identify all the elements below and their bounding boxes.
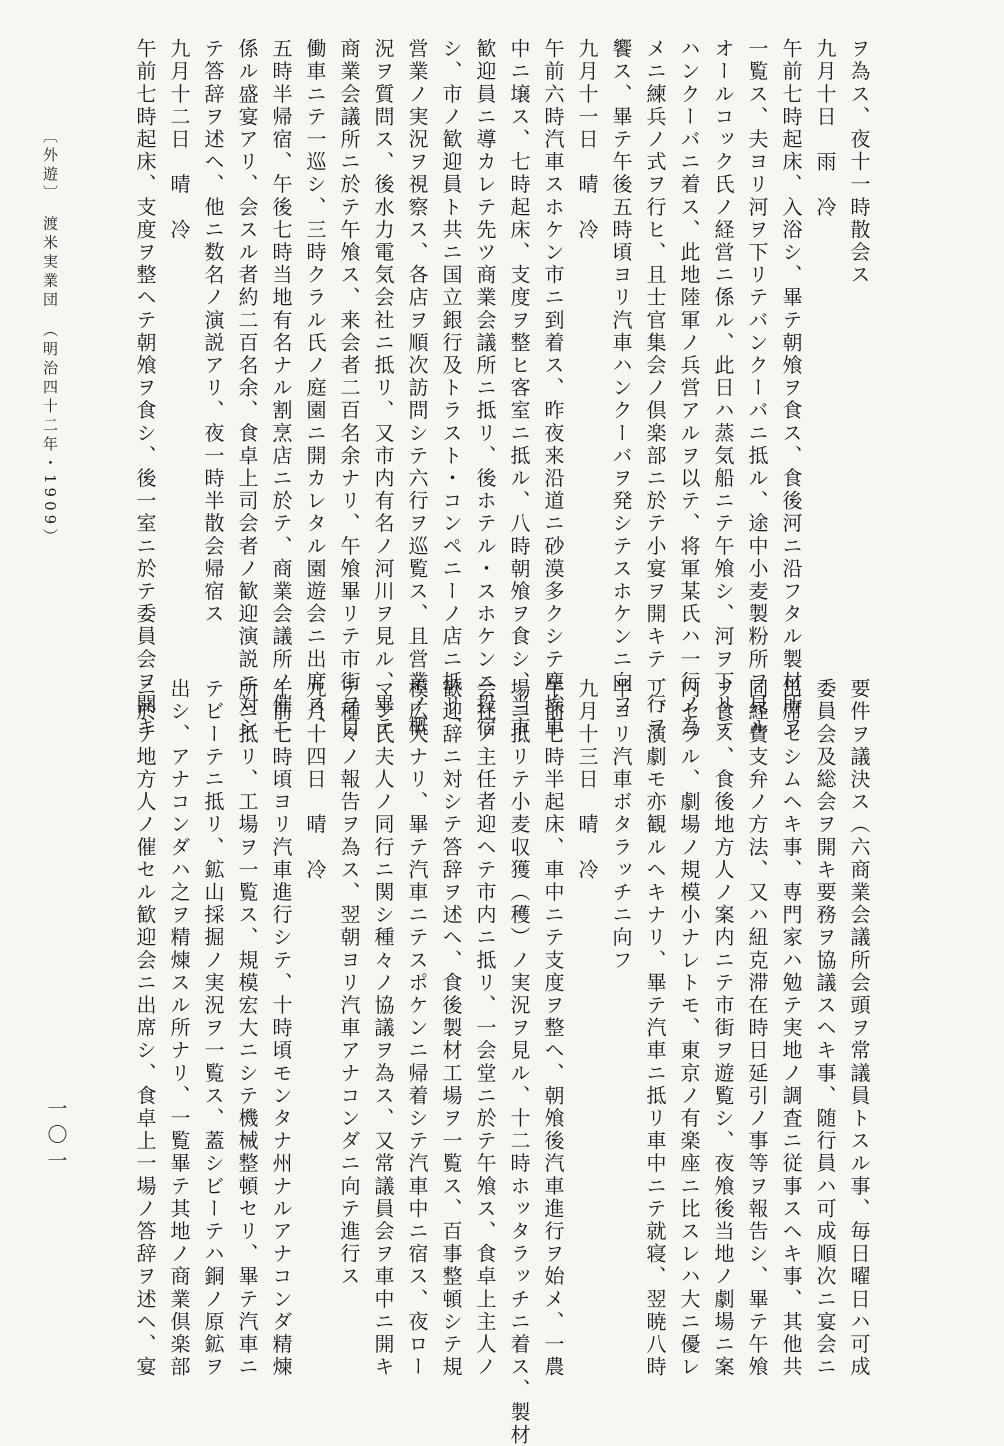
text-line: リ、演劇モ亦観ルヘキナリ、畢テ汽車ニ抵リ車中ニテ就寝、翌暁八時: [643, 678, 667, 1379]
text-line: 歓迎員ニ導カレテ先ツ商業会議所ニ抵リ、後ホテル・スホケンニ投宿: [473, 38, 497, 739]
text-line: 午前七時起床、入浴シ、畢テ朝飧ヲ食ス、食後河ニ沿フタル製材所ヲ: [779, 38, 803, 739]
text-line: 午前七時頃ヨリ汽車進行シテ、十時頃モンタナ州ナルアナコンダ精煉: [269, 678, 293, 1379]
text-line: 働車ニテ一巡シ、三時クラル氏ノ庭園ニ開カレタル園遊会ニ出席ス、: [303, 38, 327, 739]
running-head: 〔外遊〕 渡米実業団 （明治四十二年・1909）: [41, 128, 59, 548]
text-line: 歓迎辞ニ対シテ答辞ヲ述ヘ、食後製材工場ヲ一覧ス、百事整頓シテ規: [439, 678, 463, 1379]
text-line: 中ニ壌ス、七時起床、支度ヲ整ヒ客室ニ抵ル、八時朝飧ヲ食シ、当市: [507, 38, 531, 739]
text-line: 同経費支弁ノ方法、又ハ紐克滞在時日延引ノ事等ヲ報告シ、畢テ午飧: [745, 678, 769, 1379]
text-line: 出席セシムヘキ事、専門家ハ勉テ実地ノ調査ニ従事スヘキ事、其他共: [779, 678, 803, 1379]
text-line: 出シ、アナコンダハ之ヲ精煉スル所ナリ、一覧畢テ其地ノ商業倶楽部: [167, 678, 191, 1379]
text-line: 午前六時汽車スホケン市ニ到着ス、昨夜来沿道ニ砂漠多クシテ塵埃車: [541, 38, 565, 739]
text-line: 所ニ抵リ、工場ヲ一覧ス、規模宏大ニシテ機械整頓セリ、畢テ汽車ニ: [235, 678, 259, 1379]
text-line: 商業会議所ニ於テ午飧ス、来会者二百名余ナリ、午飧畢リテ市街ヲ自: [337, 38, 361, 739]
text-line: 営業ノ実況ヲ視察ス、各店ヲ順次訪問シテ六行ヲ巡覧ス、且営業ノ概: [405, 38, 429, 739]
text-line: マン氏夫人ノ同行ニ関シ種々ノ協議ヲ為ス、又常議員会ヲ車中ニ開キ: [371, 678, 395, 1379]
text-line: メニ練兵ノ式ヲ行ヒ、且士官集会ノ倶楽部ニ於テ小宴ヲ開キテ一行ヲ: [643, 38, 667, 739]
text-line: 午前七時半起床、車中ニテ支度ヲ整ヘ、朝飧後汽車進行ヲ始メ、一農: [541, 678, 565, 1379]
text-line: 半ヨリ汽車ボタラッチニ向フ: [609, 678, 633, 972]
text-line: テ種々ノ報告ヲ為ス、翌朝ヨリ汽車アナコンダニ向テ進行ス: [337, 678, 361, 1289]
text-line: 九月十日 雨 冷: [813, 38, 837, 219]
text-line: 況ヲ質問ス、後水力電気会社ニ抵リ、又市内有名ノ河川ヲ見ル、畢テ: [371, 38, 395, 739]
text-line: 一覧ス、夫ヨリ河ヲ下リテバンクーバニ抵ル、途中小麦製粉所ヲ見ル: [745, 38, 769, 739]
text-line: 九月十一日 晴 冷: [575, 38, 599, 242]
text-line: 係ル盛宴アリ、会スル者約二百名余、食卓上司会者ノ歓迎演説ニ対シ: [235, 38, 259, 739]
text-line: 模広大ナリ、畢テ汽車ニテスポケンニ帰着シテ汽車中ニ宿ス、夜ロー: [405, 678, 429, 1379]
text-line: テビーテニ抵リ、鉱山採掘ノ実況ヲ一覧ス、蓋シビーテハ銅ノ原鉱ヲ: [201, 678, 225, 1379]
lower-text-block: [128, 678, 876, 1446]
text-line: テ答辞ヲ述ヘ、他ニ数名ノ演説アリ、夜一時半散会帰宿ス: [201, 38, 225, 626]
upper-text-block: [128, 38, 876, 739]
text-line: 九月十三日 晴 冷: [575, 678, 599, 882]
text-line: 九月十二日 晴 冷: [167, 38, 191, 242]
text-line: 委員会及総会ヲ開キ要務ヲ協議スヘキ事、随行員ハ可成順次ニ宴会ニ: [813, 678, 837, 1379]
text-line: 要件ヲ議決ス（六商業会議所会頭ヲ常議員トスル事、毎日曜日ハ可成: [847, 678, 871, 1379]
text-line: 会社ノ主任者迎ヘテ市内ニ抵リ、一会堂ニ於テ午飧ス、食卓上主人ノ: [473, 678, 497, 1379]
text-line: 午前七時起床、支度ヲ整ヘテ朝飧ヲ食シ、後一室ニ於テ委員会ヲ開キ: [133, 38, 157, 739]
text-line: 場ニ抵リテ小麦収獲（穫）ノ実況ヲ見ル、十二時ホッタラッチニ着ス、製材: [507, 678, 531, 1446]
text-line: ニ於テ地方人ノ催セル歓迎会ニ出席シ、食卓上一場ノ答辞ヲ述ヘ、宴: [133, 678, 157, 1379]
page-number: 一〇一: [44, 1098, 68, 1176]
text-line: オールコック氏ノ経営ニ係ル、此日ハ蒸気船ニテ午飧シ、河ヲ下リテ: [711, 38, 735, 739]
text-line: 内セラル、劇場ノ規模小ナレトモ、東京ノ有楽座ニ比スレハ大ニ優レ: [677, 678, 701, 1379]
text-line: ヲ為ス、夜十一時散会ス: [847, 38, 871, 287]
text-line: 饗ス、畢テ午後五時頃ヨリ汽車ハンクーバヲ発シテスホケンニ向フ: [609, 38, 633, 716]
text-line: 五時半帰宿、午後七時当地有名ナル割烹店ニ於テ、商業会議所ノ催ニ: [269, 38, 293, 739]
text-line: ハンクーバニ着ス、此地陸軍ノ兵営アルヲ以テ、将軍某氏ハ一行ノ為: [677, 38, 701, 739]
text-line: 九月十四日 晴 冷: [303, 678, 327, 882]
text-line: シ、市ノ歓迎員ト共ニ国立銀行及トラスト・コンペニーノ店ニ抵リ、: [439, 38, 463, 739]
text-line: ヲ食ス、食後地方人ノ案内ニテ市街ヲ遊覧シ、夜飧後当地ノ劇場ニ案: [711, 678, 735, 1379]
